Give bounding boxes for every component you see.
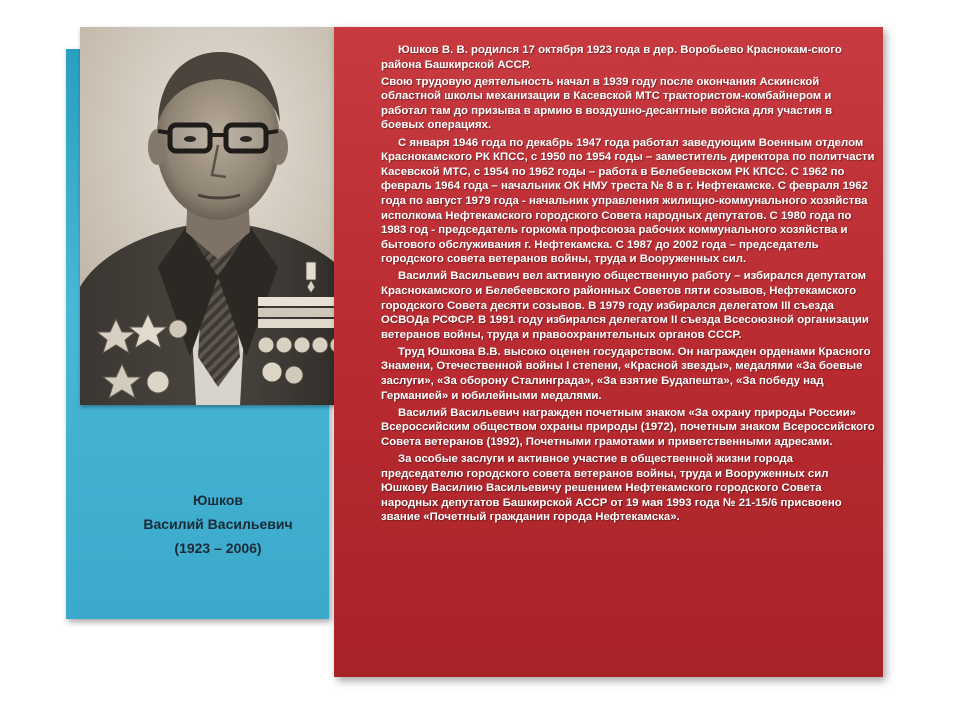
bio-paragraph: Василий Васильевич вел активную общественную работу – избирался депутатом Краснокамского и Белебеевского районных Советов пяти созывов, Нефтекамского городского Совета десяти созывов. В 1979 году избирался делегатом III съезда ОСВОДа РСФСР. В 1991 году избирался делегатом II съезда Всесоюзной организации ветеранов войны, труда и правоохранительных органов СССР. <box>381 270 869 341</box>
bio-paragraph: Юшков В. В. родился 17 октября 1923 года в дер. Воробьево Краснокам-ского района Башкирской АССР. <box>381 44 842 71</box>
caption-surname: Юшков <box>192 492 244 508</box>
portrait-photo <box>80 27 356 405</box>
bio-paragraph: За особые заслуги и активное участие в общественной жизни города председателю городского совета ветеранов войны, труда и Вооруженных сил Юшкову Василию Васильевичу решением Нефтекамского городского Совета народных депутатов Башкирской АССР от 19 мая 1993 года № 21-15/6 присвоено звание «Почетный гражданин города Нефтекамска». <box>381 453 842 524</box>
bio-paragraph: Труд Юшкова В.В. высоко оценен государством. Он награжден орденами Красного Знамени, Отечественной войны I степени, «Красной звезды», медалями «За боевые заслуги», «За оборону Сталинграда», «За взятие Будапешта», «За победу над Германией» и юбилейными медалями. <box>381 345 871 402</box>
bio-paragraph: Свою трудовую деятельность начал в 1939 году после окончания Аскинской областной школы механизации в Касевской МТС трактористом-комбайнером и работал там до призыва в армию в воздушно-десантные войска для участия в боевых операциях. <box>381 75 833 132</box>
bio-paragraph: Василий Васильевич награжден почетным знаком «За охрану природы России» Всероссийским обществом охраны природы (1972), почетным знаком Всероссийского Совета ветеранов (1992), Почетными грамотами и приветственными адресами. <box>381 406 875 448</box>
biography-text <box>381 43 875 528</box>
caption-name: Василий Васильевич <box>143 516 293 532</box>
bio-paragraph: С января 1946 года по декабрь 1947 года работал заведующим Военным отделом Краснокамского РК КПСС, с 1950 по 1954 годы – заместитель директора по политчасти Касевской МТС, с 1954 по 1962 годы – работа в Белебеевском РК КПСС. С 1962 по февраль 1964 года – начальник ОК НМУ треста № 8 в г. Нефтекамске. С февраля 1962 года по август 1979 года - начальник управления жилищно-коммунального хозяйства исполкома Нефтекамского городского Совета народных депутатов. С 1980 года по 1983 год - председатель горкома профсоюза рабочих коммунального хозяйства и бытового обслуживания г. Нефтекамска. С 1987 до 2002 года – председатель городского совета ветеранов войны, труда и Вооруженных сил. <box>381 136 875 266</box>
person-caption <box>80 488 356 560</box>
caption-years: (1923 – 2006) <box>174 540 262 556</box>
